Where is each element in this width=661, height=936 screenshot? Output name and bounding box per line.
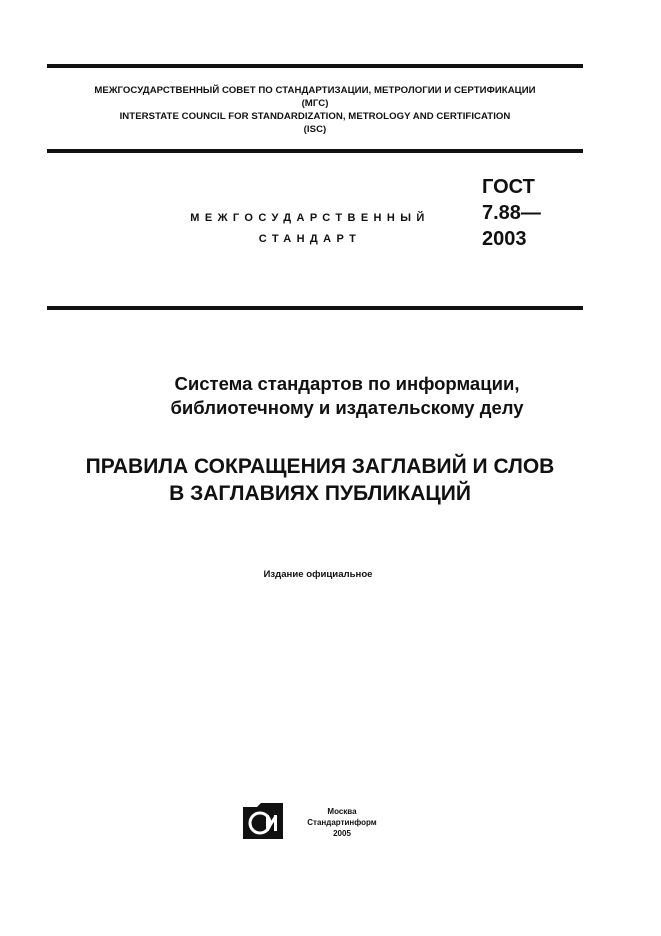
designation-year: 2003: [482, 228, 527, 250]
top-divider: [47, 64, 583, 68]
publisher-city: Москва: [327, 807, 357, 816]
council-name-ru: МЕЖГОСУДАРСТВЕННЫЙ СОВЕТ ПО СТАНДАРТИЗАЦИИ, МЕТРОЛОГИИ И СЕРТИФИКАЦИИ: [94, 85, 536, 96]
standard-kind-line1: МЕЖГОСУДАРСТВЕННЫЙ: [190, 212, 430, 224]
header-divider: [47, 149, 583, 153]
council-name-en: INTERSTATE COUNCIL FOR STANDARDIZATION, METROLOGY AND CERTIFICATION: [119, 111, 511, 122]
standard-kind-line2: СТАНДАРТ: [258, 233, 362, 245]
council-abbr-ru: (МГС): [301, 98, 329, 109]
standard-designation: [482, 174, 541, 252]
series-title-line1: Система стандартов по информации,: [174, 373, 520, 394]
standard-kind: [150, 208, 470, 250]
council-header: [47, 84, 583, 136]
document-title: [20, 453, 620, 507]
designation-prefix: ГОСТ: [482, 176, 535, 198]
edition-note: Издание официальное: [263, 569, 373, 580]
publisher-year: 2005: [333, 829, 351, 838]
designation-divider: [47, 306, 583, 310]
publisher-name: Стандартинформ: [307, 818, 377, 827]
publisher-imprint: [292, 806, 392, 839]
standartinform-logo-icon: [243, 803, 285, 841]
series-title: [47, 372, 647, 420]
designation-number: 7.88—: [482, 202, 541, 224]
document-title-line2: В ЗАГЛАВИЯХ ПУБЛИКАЦИЙ: [169, 482, 471, 505]
document-title-line1: ПРАВИЛА СОКРАЩЕНИЯ ЗАГЛАВИЙ И СЛОВ: [85, 455, 555, 478]
series-title-line2: библиотечному и издательскому делу: [170, 397, 524, 418]
council-abbr-en: (ISC): [303, 124, 327, 135]
